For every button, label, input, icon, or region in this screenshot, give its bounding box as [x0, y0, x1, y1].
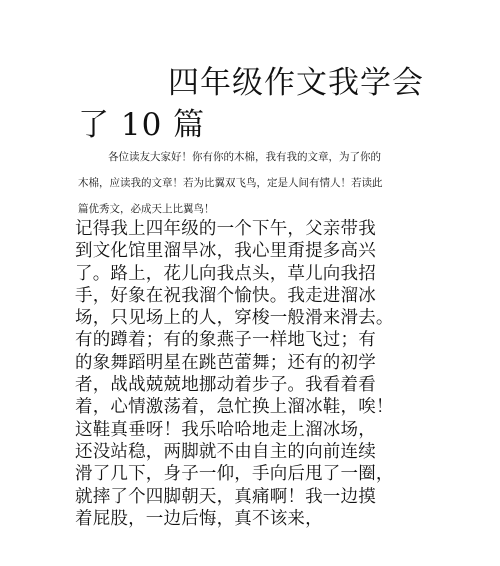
body-line: 还没站稳，两脚就不由自主的向前连续	[75, 441, 376, 462]
body-line: 有的蹲着；有的象燕子一样地飞过；有	[75, 330, 376, 351]
body-line: 场，只见场上的人，穿梭一般滑来滑去。	[75, 308, 394, 329]
body-line: 着屁股，一边后悔，真不该来，	[75, 508, 323, 529]
body-line: 滑了几下，身子一仰，手向后甩了一圈，	[75, 464, 394, 485]
body-line: 手，好象在祝我溜个愉快。我走进溜冰	[75, 285, 376, 306]
document-title	[78, 62, 438, 146]
intro-line: 篇优秀文，必成天上比翼鸟！	[78, 203, 215, 215]
title-line-1: 四年级作文我学会	[168, 65, 424, 101]
body-line: 这鞋真垂呀！我乐哈哈地走上溜冰场，	[75, 419, 376, 440]
intro-line: 各位读友大家好！你有你的木棉，我有我的文章，为了你的	[108, 151, 381, 163]
intro-paragraph	[78, 144, 418, 222]
body-line: 到文化馆里溜旱冰，我心里甭提多高兴	[75, 241, 376, 262]
title-line-2: 了 10 篇	[78, 107, 206, 143]
intro-line: 木棉，应读我的文章！若为比翼双飞鸟，定是人间有情人！若读此	[78, 177, 383, 189]
body-line: 着，心情激荡着，急忙换上溜冰鞋，唉！	[75, 397, 394, 418]
body-line: 就摔了个四脚朝天，真痛啊！我一边摸	[75, 486, 376, 507]
body-line: 者，战战兢兢地挪动着步子。我看着看	[75, 375, 376, 396]
body-line: 记得我上四年级的一个下午，父亲带我	[75, 219, 376, 239]
body-line: 的象舞蹈明星在跳芭蕾舞；还有的初学	[75, 352, 376, 373]
body-paragraph	[75, 218, 437, 530]
body-line: 了。路上，花儿向我点头，草儿向我招	[75, 263, 376, 284]
